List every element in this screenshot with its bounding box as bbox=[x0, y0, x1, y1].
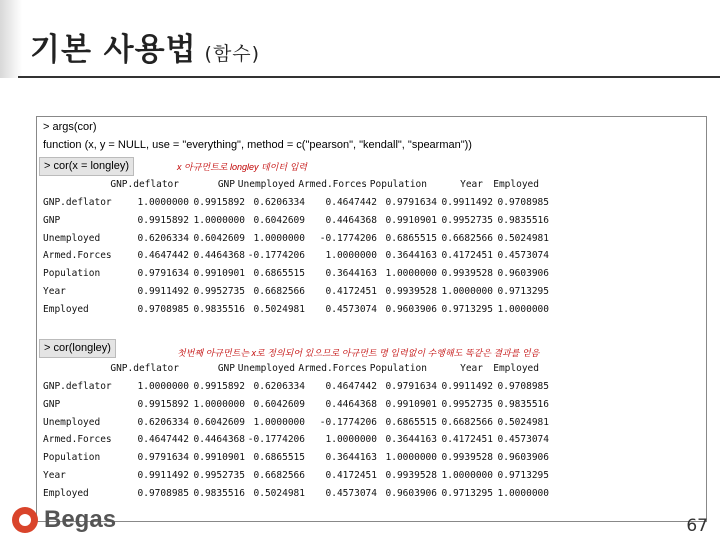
title-accent bbox=[0, 0, 22, 78]
table-cell: 0.6865515 bbox=[385, 232, 437, 244]
column-header: Population bbox=[369, 179, 427, 190]
table-cell: 0.4573074 bbox=[325, 303, 377, 315]
row-label: Employed bbox=[43, 487, 89, 499]
row-label: Population bbox=[43, 268, 101, 280]
column-header: Armed.Forces bbox=[298, 363, 367, 374]
table-cell: 0.6865515 bbox=[253, 268, 305, 280]
code-panel bbox=[36, 116, 707, 522]
table-cell: 0.4464368 bbox=[193, 250, 245, 262]
column-header: GNP.deflator bbox=[110, 179, 179, 190]
column-header: GNP bbox=[217, 179, 235, 190]
page-title-sub: (함수) bbox=[204, 43, 261, 65]
column-header: Employed bbox=[493, 363, 539, 374]
table-cell: 0.4573074 bbox=[497, 250, 549, 262]
table-cell: 0.9708985 bbox=[497, 197, 549, 208]
table-cell: 0.9911492 bbox=[137, 286, 189, 297]
row-label: GNP bbox=[43, 214, 61, 226]
table-cell: 0.9791634 bbox=[385, 197, 437, 208]
table-cell: 0.9952735 bbox=[193, 286, 245, 297]
table-cell: 0.4464368 bbox=[325, 214, 377, 226]
table-cell: 1.0000000 bbox=[325, 434, 377, 446]
table-cell: 0.9952735 bbox=[193, 470, 245, 481]
table-cell: 0.3644163 bbox=[385, 250, 437, 262]
table-cell: 0.4647442 bbox=[137, 434, 189, 446]
page-title-main: 기본 사용법 bbox=[30, 32, 197, 68]
block2-prompt: > cor(longley) bbox=[39, 339, 116, 358]
usage-line-2: function (x, y = NULL, use = "everything", method = c("pearson", "kendall", "spearman")) bbox=[43, 139, 472, 151]
table-cell: 0.6682566 bbox=[253, 470, 305, 481]
table-cell: 0.6206334 bbox=[137, 416, 189, 428]
table-cell: 0.6682566 bbox=[441, 416, 493, 428]
table-cell: 0.9713295 bbox=[497, 286, 549, 297]
table-cell: 0.9910901 bbox=[193, 268, 245, 280]
table-cell: 0.9708985 bbox=[137, 303, 189, 315]
column-header: Year bbox=[460, 179, 483, 190]
table-cell: 0.6682566 bbox=[441, 232, 493, 244]
table-cell: 0.9835516 bbox=[497, 214, 549, 226]
row-label: Unemployed bbox=[43, 416, 101, 428]
row-label: GNP.deflator bbox=[43, 381, 112, 392]
table-cell: -0.1774206 bbox=[319, 232, 377, 244]
table-cell: 0.4172451 bbox=[441, 250, 493, 262]
table-cell: 1.0000000 bbox=[441, 286, 493, 297]
table-cell: 0.4647442 bbox=[325, 381, 377, 392]
table-cell: 0.9911492 bbox=[137, 470, 189, 481]
table-cell: 0.6042609 bbox=[253, 398, 305, 410]
row-label: Unemployed bbox=[43, 232, 101, 244]
table-cell: 0.4464368 bbox=[325, 398, 377, 410]
table-cell: 1.0000000 bbox=[193, 398, 245, 410]
table-cell: 0.9910901 bbox=[193, 452, 245, 464]
table-cell: 0.9603906 bbox=[385, 303, 437, 315]
row-label: GNP.deflator bbox=[43, 197, 112, 208]
column-header: GNP bbox=[217, 363, 235, 374]
table-cell: 1.0000000 bbox=[193, 214, 245, 226]
table-cell: -0.1774206 bbox=[247, 250, 305, 262]
table-cell: 1.0000000 bbox=[497, 487, 549, 499]
table-cell: 0.9791634 bbox=[137, 452, 189, 464]
table-cell: 0.6865515 bbox=[385, 416, 437, 428]
column-header: Population bbox=[369, 363, 427, 374]
table-cell: 0.3644163 bbox=[385, 434, 437, 446]
table-cell: 0.6042609 bbox=[193, 416, 245, 428]
table-cell: 0.9603906 bbox=[497, 268, 549, 280]
table-cell: 0.4573074 bbox=[325, 487, 377, 499]
table-cell: 0.9713295 bbox=[441, 487, 493, 499]
table-cell: 0.9952735 bbox=[441, 398, 493, 410]
table-cell: 0.9915892 bbox=[193, 381, 245, 392]
table-cell: 0.9835516 bbox=[193, 487, 245, 499]
table-cell: 0.6682566 bbox=[253, 286, 305, 297]
table-cell: -0.1774206 bbox=[319, 416, 377, 428]
table-cell: 0.5024981 bbox=[497, 232, 549, 244]
table-cell: 0.6206334 bbox=[137, 232, 189, 244]
table-cell: 0.9791634 bbox=[385, 381, 437, 392]
table-cell: 0.9910901 bbox=[385, 214, 437, 226]
table-cell: 0.9835516 bbox=[497, 398, 549, 410]
table-cell: 1.0000000 bbox=[497, 303, 549, 315]
table-cell: 0.9603906 bbox=[497, 452, 549, 464]
row-label: Armed.Forces bbox=[43, 434, 112, 446]
logo-mark-icon bbox=[12, 507, 38, 533]
title-rule bbox=[18, 76, 720, 78]
table-cell: 0.5024981 bbox=[253, 303, 305, 315]
table-cell: 0.9791634 bbox=[137, 268, 189, 280]
table-cell: 0.6865515 bbox=[253, 452, 305, 464]
table-cell: 0.9952735 bbox=[441, 214, 493, 226]
column-header: Armed.Forces bbox=[298, 179, 367, 190]
row-label: Year bbox=[43, 286, 66, 297]
table-cell: -0.1774206 bbox=[247, 434, 305, 446]
column-header: Unemployed bbox=[237, 363, 295, 374]
row-label: Employed bbox=[43, 303, 89, 315]
column-header: GNP.deflator bbox=[110, 363, 179, 374]
table-cell: 0.9835516 bbox=[193, 303, 245, 315]
row-label: Year bbox=[43, 470, 66, 481]
table-cell: 0.9939528 bbox=[385, 286, 437, 297]
table-cell: 0.5024981 bbox=[253, 487, 305, 499]
logo-text: Begas bbox=[44, 506, 117, 533]
table-cell: 0.9915892 bbox=[137, 214, 189, 226]
table-cell: 1.0000000 bbox=[385, 452, 437, 464]
table-cell: 0.5024981 bbox=[497, 416, 549, 428]
column-header: Employed bbox=[493, 179, 539, 190]
table-cell: 0.6206334 bbox=[253, 197, 305, 208]
table-cell: 0.9911492 bbox=[441, 381, 493, 392]
table-cell: 0.4464368 bbox=[193, 434, 245, 446]
table-cell: 1.0000000 bbox=[253, 416, 305, 428]
title-bar bbox=[0, 0, 720, 78]
table-cell: 0.9713295 bbox=[441, 303, 493, 315]
table-cell: 1.0000000 bbox=[325, 250, 377, 262]
table-cell: 0.9708985 bbox=[497, 381, 549, 392]
row-label: Armed.Forces bbox=[43, 250, 112, 262]
table-cell: 0.9939528 bbox=[441, 268, 493, 280]
table-cell: 0.9708985 bbox=[137, 487, 189, 499]
usage-line-1: > args(cor) bbox=[43, 121, 97, 133]
table-cell: 1.0000000 bbox=[441, 470, 493, 481]
table-cell: 0.4172451 bbox=[441, 434, 493, 446]
table-cell: 0.6206334 bbox=[253, 381, 305, 392]
column-header: Year bbox=[460, 363, 483, 374]
table-cell: 0.3644163 bbox=[325, 452, 377, 464]
table-cell: 0.9915892 bbox=[137, 398, 189, 410]
column-header: Unemployed bbox=[237, 179, 295, 190]
table-cell: 1.0000000 bbox=[137, 381, 189, 392]
table-cell: 0.9911492 bbox=[441, 197, 493, 208]
table-cell: 0.9603906 bbox=[385, 487, 437, 499]
table-cell: 0.9915892 bbox=[193, 197, 245, 208]
block1-note: x 아규먼트로 longley 데이터 입력 bbox=[177, 162, 307, 172]
table-cell: 0.4172451 bbox=[325, 470, 377, 481]
table-cell: 0.6042609 bbox=[193, 232, 245, 244]
table-cell: 0.4172451 bbox=[325, 286, 377, 297]
block1-prompt: > cor(x = longley) bbox=[39, 157, 134, 176]
table-cell: 1.0000000 bbox=[137, 197, 189, 208]
block2-note: 첫번째 아규먼트는 x로 정의되어 있으므로 아규먼트 명 입력없이 수행해도 똑같은 결과를 얻음 bbox=[177, 348, 540, 358]
table-cell: 1.0000000 bbox=[385, 268, 437, 280]
table-cell: 0.4573074 bbox=[497, 434, 549, 446]
table-cell: 0.9939528 bbox=[385, 470, 437, 481]
begas-logo bbox=[12, 506, 116, 534]
table-cell: 0.9713295 bbox=[497, 470, 549, 481]
table-cell: 0.6042609 bbox=[253, 214, 305, 226]
table-cell: 0.9939528 bbox=[441, 452, 493, 464]
table-cell: 0.3644163 bbox=[325, 268, 377, 280]
page-number: 67 bbox=[686, 516, 708, 536]
row-label: GNP bbox=[43, 398, 61, 410]
table-cell: 1.0000000 bbox=[253, 232, 305, 244]
row-label: Population bbox=[43, 452, 101, 464]
table-cell: 0.4647442 bbox=[325, 197, 377, 208]
table-cell: 0.9910901 bbox=[385, 398, 437, 410]
page-title bbox=[30, 24, 260, 69]
table-cell: 0.4647442 bbox=[137, 250, 189, 262]
